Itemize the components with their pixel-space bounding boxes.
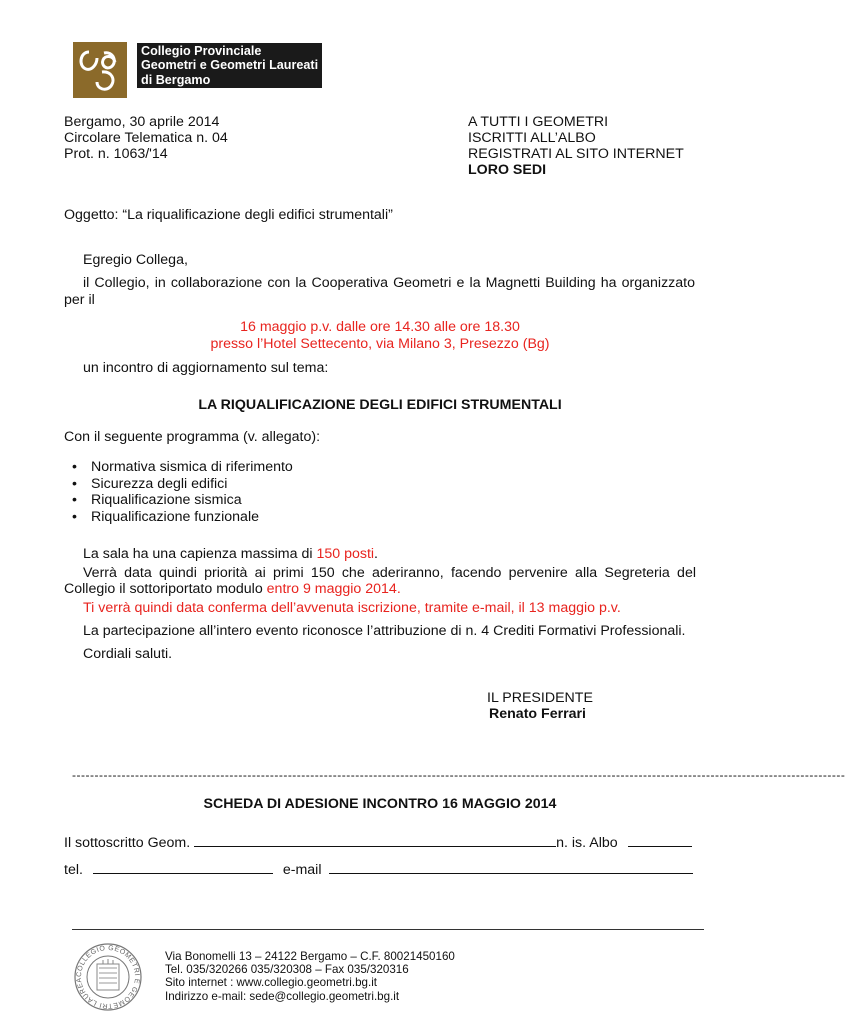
list-item: • Riqualificazione sismica (64, 492, 293, 509)
priority-text: Verrà data quindi priorità ai primi 150 che aderiranno, facendo pervenire alla Segreteria del (83, 565, 696, 581)
list-item: • Riqualificazione funzionale (64, 509, 293, 526)
footer-phone: Tel. 035/320266 035/320308 – Fax 035/320316 (165, 963, 409, 977)
protocol-number: Prot. n. 1063/'14 (64, 146, 168, 162)
confirmation-text: Ti verrà quindi data conferma dell’avvenuta iscrizione, tramite e-mail, il 13 maggio p.v. (83, 600, 621, 616)
logo-mark (73, 42, 127, 98)
capacity-highlight: 150 posti (316, 546, 375, 562)
priority-text: Collegio il sottoriportato modulo entro 9 maggio 2014. (64, 581, 401, 597)
event-venue: presso l’Hotel Settecento, via Milano 3, Presezzo (Bg) (210, 336, 550, 352)
email-field[interactable] (329, 860, 693, 874)
signature-title: IL PRESIDENTE (487, 690, 593, 706)
name-field[interactable] (194, 833, 556, 847)
recipient-line: LORO SEDI (468, 162, 547, 178)
capacity-text: La sala ha una capienza massima di 150 posti. (83, 546, 378, 562)
logo-text: Collegio Provinciale Geometri e Geometri Laureati di Bergamo (137, 43, 322, 88)
list-item: • Normativa sismica di riferimento (64, 459, 293, 476)
credits-text: La partecipazione all’intero evento riconosce l’attribuzione di n. 4 Crediti Formativi Professionali. (83, 623, 686, 639)
albo-number-field[interactable] (628, 833, 692, 847)
recipient-line: REGISTRATI AL SITO INTERNET (468, 146, 684, 162)
form-title: SCHEDA DI ADESIONE INCONTRO 16 MAGGIO 2014 (203, 796, 557, 812)
signature-name: Renato Ferrari (489, 706, 586, 722)
footer-contacts (165, 950, 455, 1003)
intro-text: il Collegio, in collaborazione con la Cooperativa Geometri e la Magnetti Building ha organizzato (83, 275, 695, 291)
program-list (64, 459, 293, 525)
letter-date: Bergamo, 30 aprile 2014 (64, 114, 220, 130)
salutation: Egregio Collega, (83, 252, 188, 268)
tel-field[interactable] (93, 860, 273, 874)
event-date: 16 maggio p.v. dalle ore 14.30 alle ore 18.30 (240, 319, 520, 335)
meeting-text: un incontro di aggiornamento sul tema: (83, 360, 329, 376)
svg-text:COLLEGIO GEOMETRI E GEOMETRI L: COLLEGIO GEOMETRI E GEOMETRI LAUREA (75, 944, 141, 1010)
cg-monogram-icon (73, 42, 127, 98)
program-intro: Con il seguente programma (v. allegato): (64, 429, 321, 445)
footer-address: Via Bonomelli 13 – 24122 Bergamo – C.F. 80021450160 (165, 950, 455, 963)
circolare-number: Circolare Telematica n. 04 (64, 130, 228, 146)
intro-text: per il (64, 292, 95, 308)
collegio-seal-icon (73, 942, 143, 1012)
list-item: • Sicurezza degli edifici (64, 476, 293, 493)
greetings: Cordiali saluti. (83, 646, 173, 662)
footer-divider (72, 929, 704, 930)
recipient-line: ISCRITTI ALL’ALBO (468, 130, 596, 146)
footer-email[interactable]: Indirizzo e-mail: sede@collegio.geometri.bg.it (165, 989, 400, 1003)
deadline-highlight: entro 9 maggio 2014. (266, 581, 401, 597)
form-name-row: Il sottoscritto Geom. n. is. Albo (64, 833, 692, 851)
form-contact-row: tel. e-mail (64, 860, 693, 878)
recipient-line: A TUTTI I GEOMETRI (468, 114, 609, 130)
cut-line: ---------------------------------------------------------------------------------------------------------------------------------------------------------------------------- (72, 768, 845, 782)
topic-heading: LA RIQUALIFICAZIONE DEGLI EDIFICI STRUMENTALI (198, 397, 562, 413)
footer-website[interactable]: Sito internet : www.collegio.geometri.bg.it (165, 976, 378, 990)
subject-line: Oggetto: “La riqualificazione degli edifici strumentali” (64, 207, 393, 223)
